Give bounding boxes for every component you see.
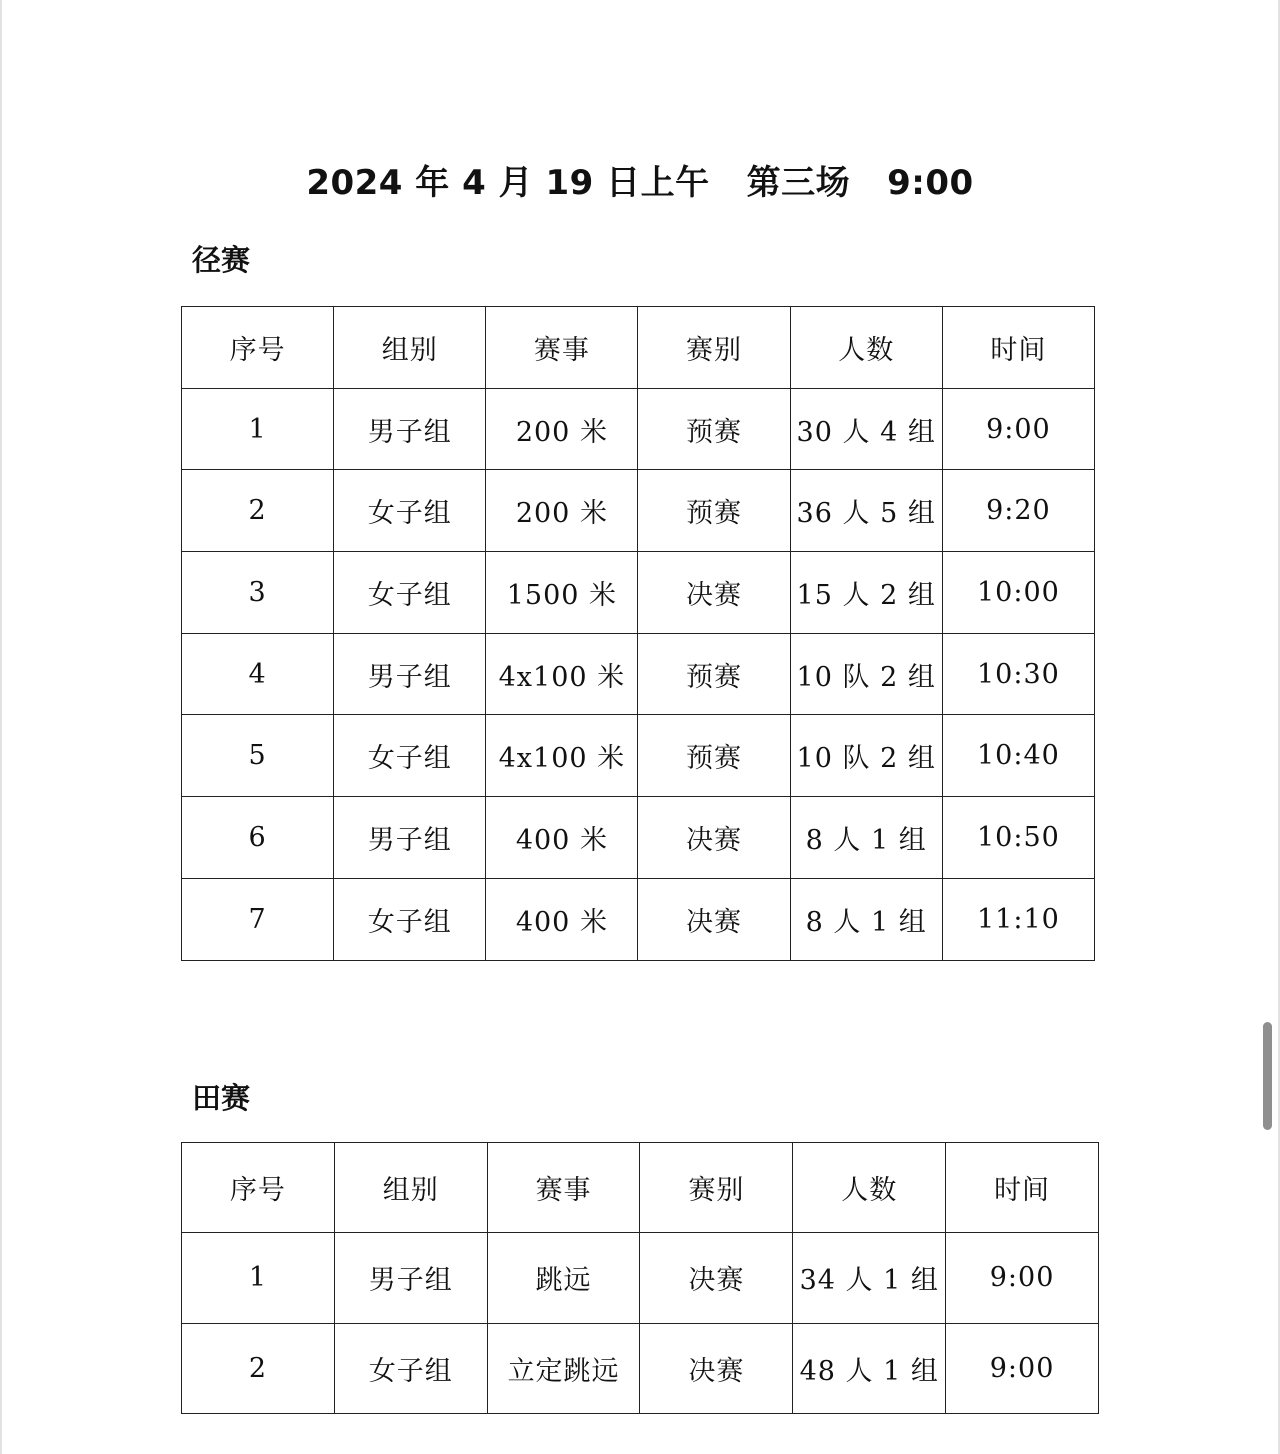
time-cell: 9:00 [946,1233,1099,1323]
stage-cell: 预赛 [638,715,790,797]
index-cell: 6 [182,797,334,879]
time-cell: 10:40 [942,715,1094,797]
column-header: 时间 [946,1143,1099,1233]
event-cell: 200 米 [486,388,638,470]
index-cell: 2 [182,470,334,552]
index-cell: 1 [182,388,334,470]
group-cell: 男子组 [334,633,486,715]
table-row [182,552,1095,634]
group-cell: 女子组 [334,470,486,552]
index-cell: 5 [182,715,334,797]
column-header: 组别 [334,307,486,389]
event-cell: 1500 米 [486,552,638,634]
group-cell: 女子组 [334,715,486,797]
event-cell: 立定跳远 [487,1323,640,1413]
event-cell: 跳远 [487,1233,640,1323]
count-cell: 8 人 1 组 [790,878,942,960]
table-row [182,633,1095,715]
event-cell: 4x100 米 [486,715,638,797]
column-header: 时间 [942,307,1094,389]
column-header: 赛别 [638,307,790,389]
count-cell: 8 人 1 组 [790,797,942,879]
column-header: 人数 [790,307,942,389]
time-cell: 10:30 [942,633,1094,715]
document-title: 2024 年 4 月 19 日上午 第三场 9:00 [306,163,974,203]
group-cell: 男子组 [334,797,486,879]
count-cell: 34 人 1 组 [793,1233,946,1323]
column-header: 序号 [182,307,334,389]
stage-cell: 决赛 [638,797,790,879]
stage-cell: 预赛 [638,633,790,715]
count-cell: 30 人 4 组 [790,388,942,470]
event-cell: 400 米 [486,797,638,879]
column-header: 赛事 [487,1143,640,1233]
table-row [182,797,1095,879]
stage-cell: 决赛 [640,1323,793,1413]
time-cell: 10:50 [942,797,1094,879]
group-cell: 女子组 [334,1323,487,1413]
header-row [182,1143,1099,1233]
count-cell: 15 人 2 组 [790,552,942,634]
column-header: 赛别 [640,1143,793,1233]
index-cell: 4 [182,633,334,715]
index-cell: 7 [182,878,334,960]
column-header: 组别 [334,1143,487,1233]
count-cell: 36 人 5 组 [790,470,942,552]
table-row [182,1233,1099,1323]
track-schedule-table [181,306,1095,961]
table-row [182,388,1095,470]
index-cell: 2 [182,1323,335,1413]
table-row [182,1323,1099,1413]
header-row [182,307,1095,389]
time-cell: 9:20 [942,470,1094,552]
stage-cell: 决赛 [638,878,790,960]
time-cell: 9:00 [942,388,1094,470]
page-left-edge [0,0,2,1454]
time-cell: 10:00 [942,552,1094,634]
scrollbar-thumb[interactable] [1263,1022,1272,1130]
track-section-heading: 径赛 [192,243,251,277]
group-cell: 女子组 [334,878,486,960]
field-section-heading: 田赛 [192,1081,251,1115]
index-cell: 1 [182,1233,335,1323]
event-cell: 200 米 [486,470,638,552]
event-cell: 4x100 米 [486,633,638,715]
count-cell: 10 队 2 组 [790,715,942,797]
column-header: 人数 [793,1143,946,1233]
time-cell: 9:00 [946,1323,1099,1413]
stage-cell: 预赛 [638,388,790,470]
count-cell: 10 队 2 组 [790,633,942,715]
count-cell: 48 人 1 组 [793,1323,946,1413]
stage-cell: 决赛 [638,552,790,634]
table-row [182,715,1095,797]
index-cell: 3 [182,552,334,634]
group-cell: 男子组 [334,1233,487,1323]
column-header: 赛事 [486,307,638,389]
field-schedule-table [181,1142,1099,1414]
group-cell: 女子组 [334,552,486,634]
table-row [182,470,1095,552]
group-cell: 男子组 [334,388,486,470]
column-header: 序号 [182,1143,335,1233]
time-cell: 11:10 [942,878,1094,960]
stage-cell: 预赛 [638,470,790,552]
table-row [182,878,1095,960]
stage-cell: 决赛 [640,1233,793,1323]
event-cell: 400 米 [486,878,638,960]
